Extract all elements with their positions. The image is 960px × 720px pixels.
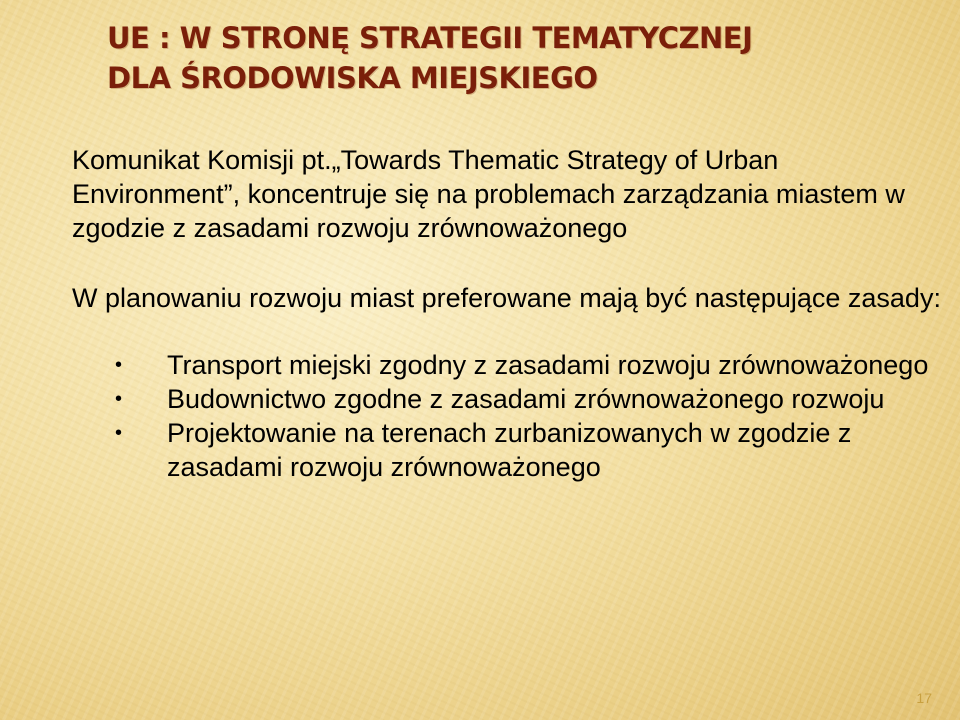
list-item <box>72 416 952 484</box>
bullet-icon: • <box>115 388 123 410</box>
intro-paragraph: Komunikat Komisji pt.„Towards Thematic Strategy of Urban Environment”, koncentruje się na problemach zarządzania miastem w zgodzie z zasadami rozwoju zrównoważonego <box>72 145 905 243</box>
bullet-icon: • <box>115 354 123 376</box>
list-item <box>72 348 952 382</box>
principles-list <box>72 348 952 484</box>
title-line-1: UE : W STRONĘ STRATEGII TEMATYCZNEJ <box>107 21 753 55</box>
page-number: 17 <box>916 690 932 706</box>
list-item-text: Budownictwo zgodne z zasadami zrównoważonego rozwoju <box>167 384 885 414</box>
slide-title <box>107 18 907 98</box>
title-line-2: DLA ŚRODOWISKA MIEJSKIEGO <box>107 61 598 95</box>
bullet-icon: • <box>115 422 123 444</box>
list-item <box>72 382 952 416</box>
principles-paragraph: W planowaniu rozwoju miast preferowane mają być następujące zasady: <box>72 283 941 313</box>
list-item-text: Projektowanie na terenach zurbanizowanych w zgodzie z zasadami rozwoju zrównoważonego <box>167 418 852 482</box>
list-item-text: Transport miejski zgodny z zasadami rozwoju zrównoważonego <box>167 350 929 380</box>
